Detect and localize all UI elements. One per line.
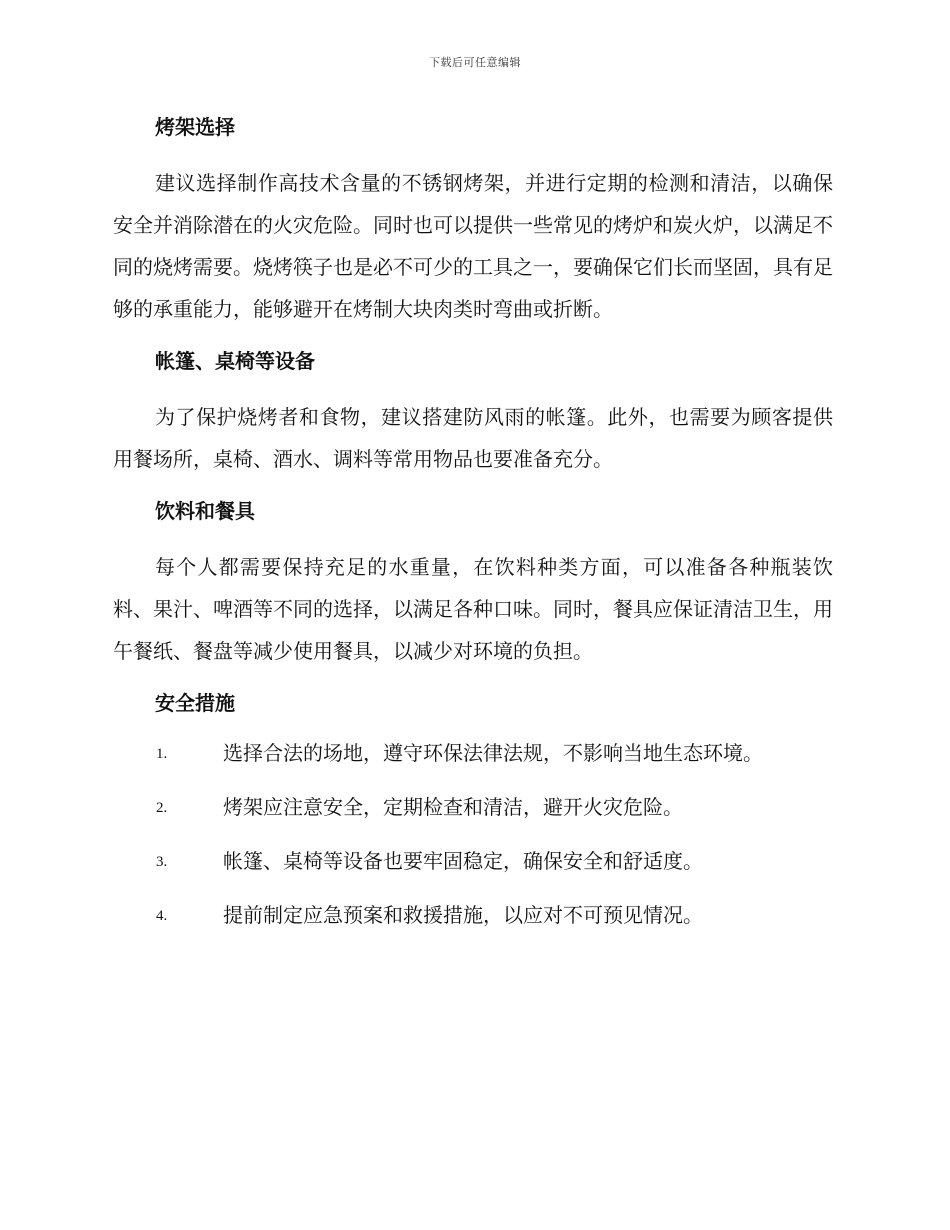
list-item (113, 846, 833, 900)
list-item-text: 选择合法的场地，遵守环保法律法规，不影响当地生态环境。 (223, 741, 763, 765)
list-item-number: 2. (156, 800, 168, 816)
section-paragraph-drinks: 每个人都需要保持充足的水重量，在饮料种类方面，可以准备各种瓶装饮料、果汁、啤酒等不同的选择，以满足各种口味。同时，餐具应保证清洁卫生，用午餐纸、餐盘等减少使用餐具，以减少对环境的负担。 (113, 555, 833, 663)
document-body (113, 108, 833, 954)
list-item-text: 提前制定应急预案和救援措施，以应对不可预见情况。 (223, 903, 703, 927)
section-title-grill: 烤架选择 (155, 115, 235, 139)
section-title-tent: 帐篷、桌椅等设备 (155, 349, 315, 373)
list-item-number: 4. (156, 908, 168, 924)
list-item (113, 900, 833, 954)
section-title-safety: 安全措施 (155, 691, 235, 715)
section-paragraph-tent: 为了保护烧烤者和食物，建议搭建防风雨的帐篷。此外，也需要为顾客提供用餐场所，桌椅、酒水、调料等常用物品也要准备充分。 (113, 405, 833, 471)
section-paragraph-grill: 建议选择制作高技术含量的不锈钢烤架，并进行定期的检测和清洁，以确保安全并消除潜在的火灾危险。同时也可以提供一些常见的烤炉和炭火炉，以满足不同的烧烤需要。烧烤筷子也是必不可少的工具之一，要确保它们长而坚固，具有足够的承重能力，能够避开在烤制大块肉类时弯曲或折断。 (113, 171, 833, 321)
list-item (113, 738, 833, 792)
list-item-text: 帐篷、桌椅等设备也要牢固稳定，确保安全和舒适度。 (223, 849, 703, 873)
section-title-drinks: 饮料和餐具 (155, 499, 255, 523)
list-item-number: 3. (156, 854, 168, 870)
list-item (113, 792, 833, 846)
safety-measures-list (113, 738, 833, 954)
list-item-number: 1. (156, 746, 168, 762)
list-item-text: 烤架应注意安全，定期检查和清洁，避开火灾危险。 (223, 795, 683, 819)
page-header-note: 下载后可任意编辑 (429, 56, 521, 69)
